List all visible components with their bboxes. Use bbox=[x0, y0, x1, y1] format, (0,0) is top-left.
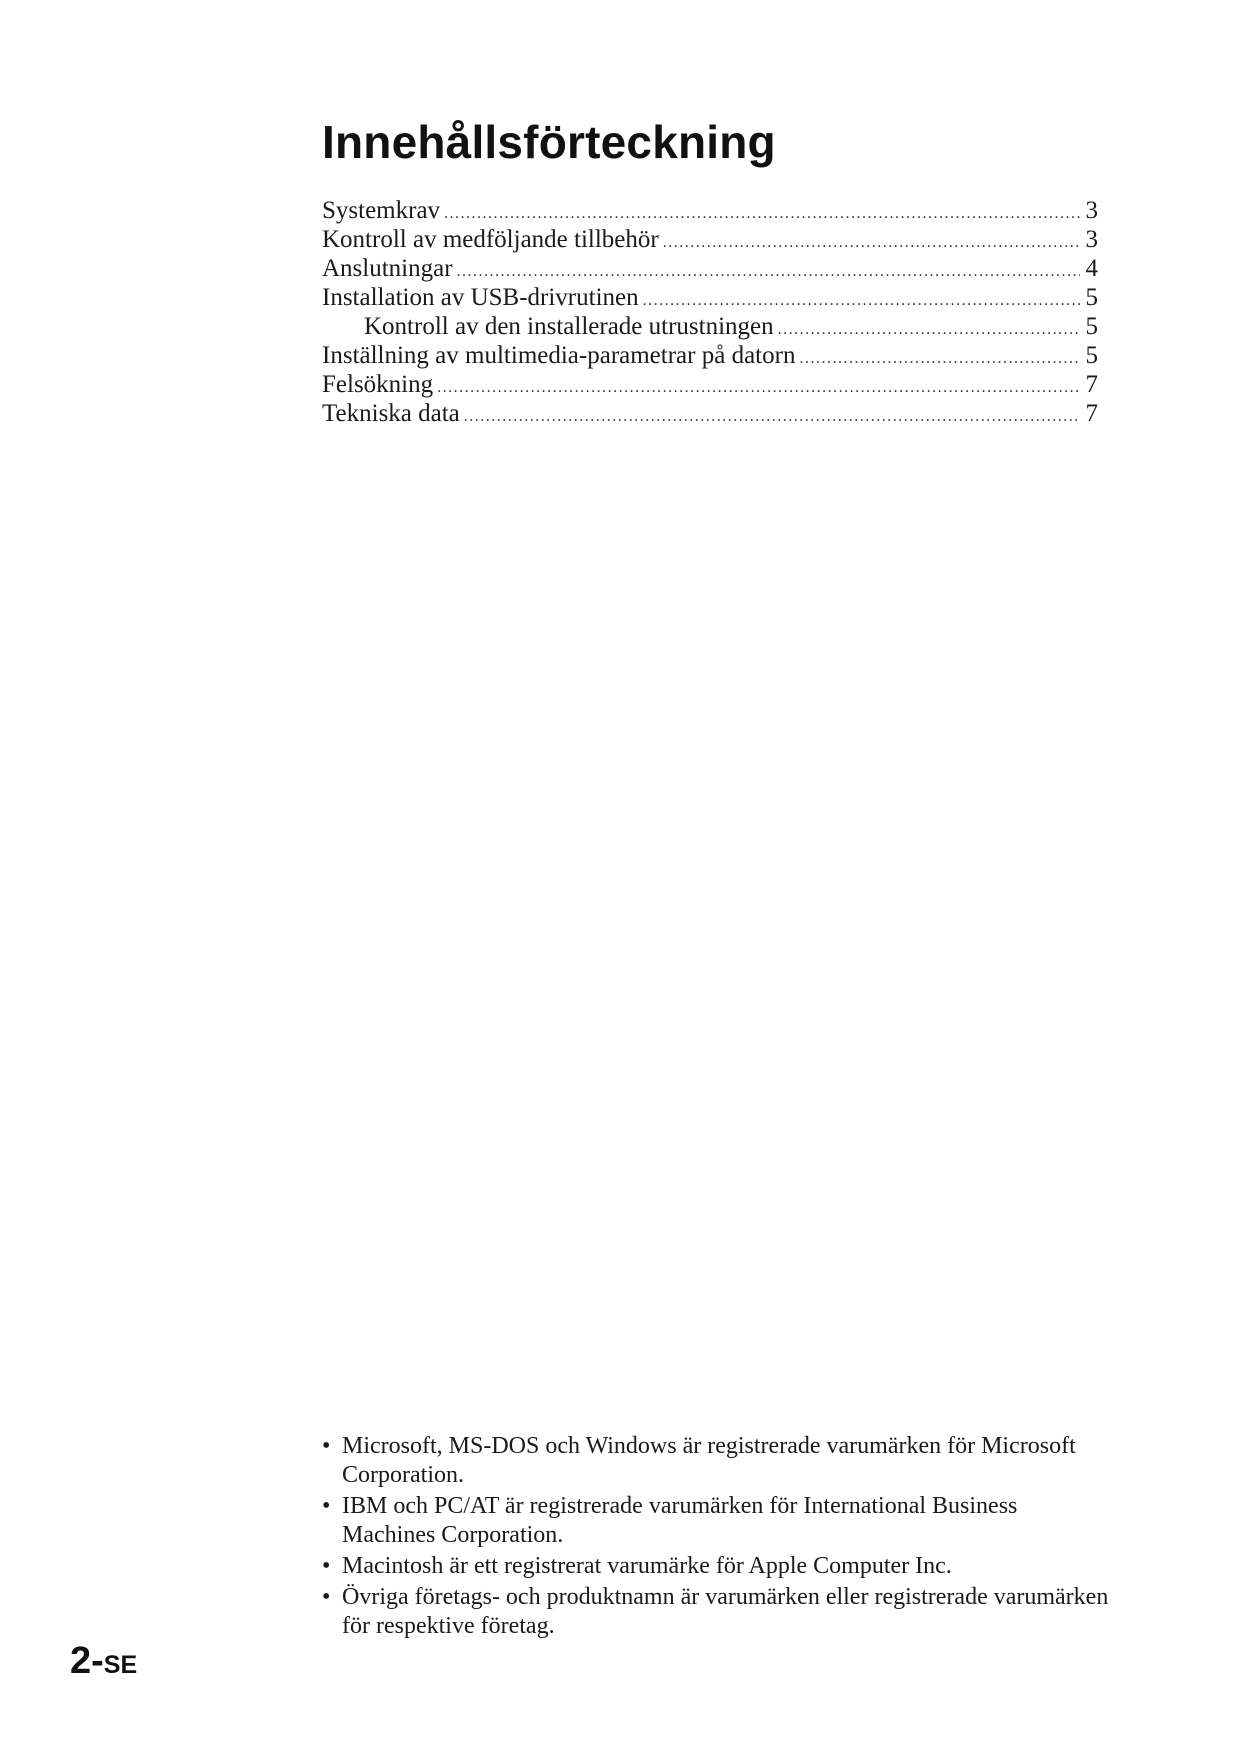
toc-entry-page: 3 bbox=[1085, 197, 1098, 224]
trademark-note-other: • Övriga företags- och produktnamn är varumärken eller registrerade varumärken för respektive företag. bbox=[322, 1583, 1112, 1641]
toc-entry-label: Systemkrav bbox=[322, 197, 441, 224]
page-number-value: 2- bbox=[70, 1640, 104, 1682]
toc-entry-usb-drivrutin[interactable] bbox=[322, 283, 1098, 312]
trademark-notes bbox=[322, 1432, 1112, 1643]
toc-dot-leader bbox=[778, 315, 1080, 344]
toc-entry-kontroll-utrustning[interactable] bbox=[322, 312, 1098, 341]
toc-entry-tekniska-data[interactable] bbox=[322, 399, 1098, 428]
page-number-suffix: SE bbox=[103, 1651, 138, 1679]
toc-dot-leader bbox=[437, 373, 1080, 402]
page-number bbox=[70, 1640, 137, 1683]
toc-entry-label: Inställning av multimedia-parametrar på datorn bbox=[322, 342, 796, 369]
toc-entry-multimedia-parametrar[interactable] bbox=[322, 341, 1098, 370]
toc-dot-leader bbox=[457, 257, 1080, 286]
toc-dot-leader bbox=[444, 199, 1080, 228]
toc-entry-page: 5 bbox=[1085, 284, 1098, 311]
toc-entry-page: 3 bbox=[1085, 226, 1098, 253]
toc-entry-page: 7 bbox=[1085, 400, 1098, 427]
toc-entry-label: Kontroll av den installerade utrustningen bbox=[364, 313, 774, 340]
table-of-contents bbox=[322, 196, 1098, 428]
toc-entry-kontroll-tillbehor[interactable] bbox=[322, 225, 1098, 254]
page-title: Innehållsförteckning bbox=[322, 116, 776, 168]
toc-entry-anslutningar[interactable] bbox=[322, 254, 1098, 283]
toc-entry-page: 4 bbox=[1085, 255, 1098, 282]
toc-entry-page: 5 bbox=[1085, 313, 1098, 340]
toc-dot-leader bbox=[799, 344, 1080, 373]
toc-entry-page: 5 bbox=[1085, 342, 1098, 369]
toc-entry-page: 7 bbox=[1085, 371, 1098, 398]
toc-entry-felsokning[interactable] bbox=[322, 370, 1098, 399]
toc-dot-leader bbox=[464, 402, 1080, 431]
toc-dot-leader bbox=[663, 228, 1080, 257]
toc-dot-leader bbox=[643, 286, 1080, 315]
toc-entry-label: Anslutningar bbox=[322, 255, 453, 282]
toc-entry-systemkrav[interactable] bbox=[322, 196, 1098, 225]
toc-entry-label: Tekniska data bbox=[322, 400, 460, 427]
toc-entry-label: Installation av USB-drivrutinen bbox=[322, 284, 639, 311]
toc-entry-label: Kontroll av medföljande tillbehör bbox=[322, 226, 659, 253]
trademark-note-macintosh: • Macintosh är ett registrerat varumärke för Apple Computer Inc. bbox=[322, 1552, 1112, 1581]
toc-entry-label: Felsökning bbox=[322, 371, 434, 398]
trademark-note-microsoft: • Microsoft, MS-DOS och Windows är registrerade varumärken för Microsoft Corporation. bbox=[322, 1432, 1112, 1490]
trademark-note-ibm: • IBM och PC/AT är registrerade varumärken för International Business Machines Corporation. bbox=[322, 1492, 1112, 1550]
